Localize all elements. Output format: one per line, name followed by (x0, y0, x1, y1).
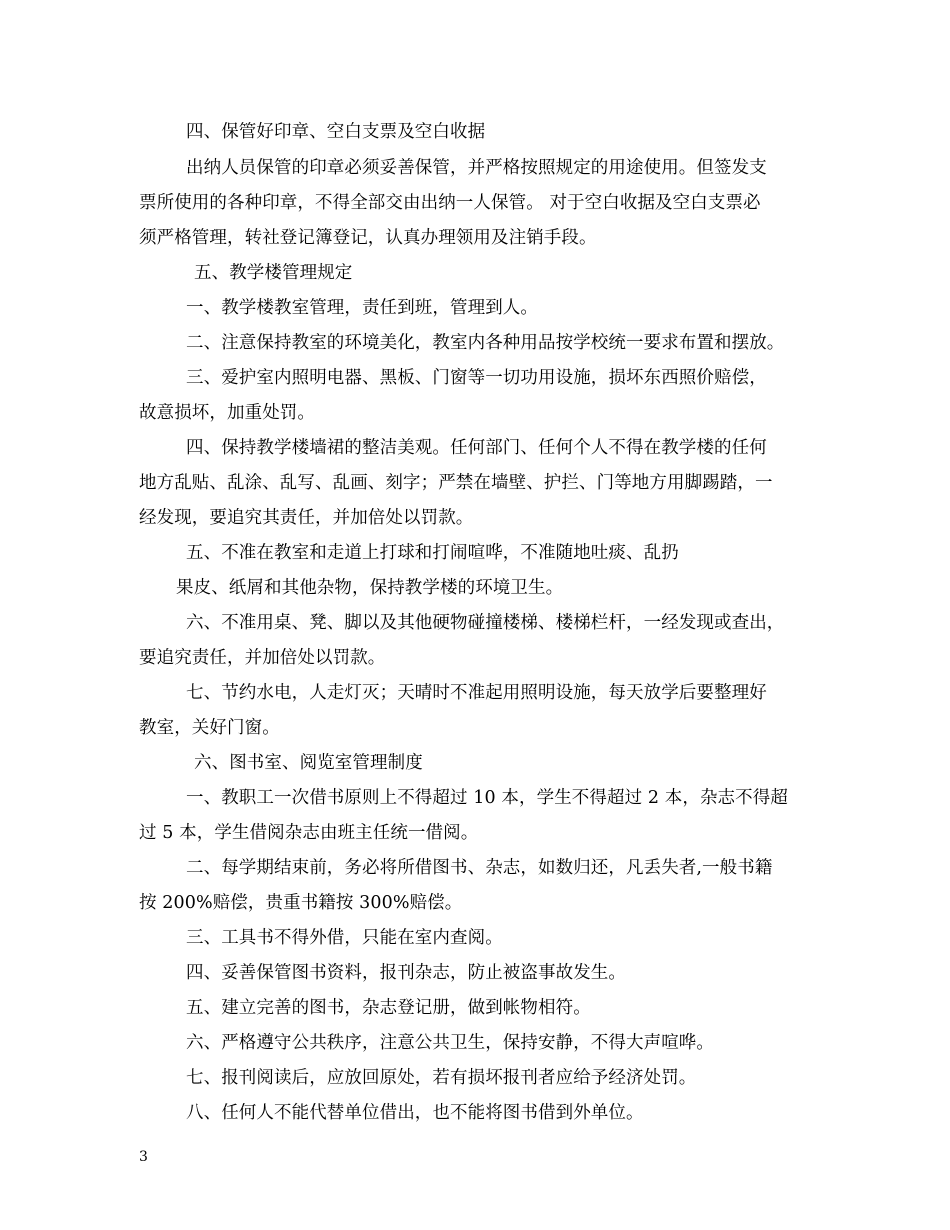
paragraph-line: 三、工具书不得外借，只能在室内查阅。 (186, 928, 503, 948)
paragraph-line: 八、任何人不能代替单位借出，也不能将图书借到外单位。 (186, 1103, 644, 1123)
section-heading: 五、教学楼管理规定 (194, 263, 353, 283)
paragraph-line: 过 5 本，学生借阅杂志由班主任统一借阅。 (139, 823, 479, 843)
section-heading: 六、图书室、阅览室管理制度 (194, 753, 423, 773)
paragraph-line: 七、节约水电，人走灯灭；天晴时不准起用照明设施，每天放学后要整理好 (186, 683, 767, 703)
paragraph-line: 四、保持教学楼墙裙的整洁美观。任何部门、任何个人不得在教学楼的任何 (186, 438, 767, 458)
paragraph-line: 须严格管理，转社登记簿登记，认真办理领用及注销手段。 (139, 228, 597, 248)
paragraph-line: 六、不准用桌、凳、脚以及其他硬物碰撞楼梯、楼梯栏杆，一经发现或查出， (186, 613, 785, 633)
paragraph-line: 一、教职工一次借书原则上不得超过 10 本，学生不得超过 2 本，杂志不得超 (186, 788, 788, 808)
paragraph-line: 经发现，要追究其责任，并加倍处以罚款。 (139, 508, 474, 528)
paragraph-line: 五、建立完善的图书，杂志登记册，做到帐物相符。 (186, 998, 591, 1018)
paragraph-line: 故意损坏，加重处罚。 (139, 403, 315, 423)
paragraph-line: 四、妥善保管图书资料，报刊杂志，防止被盗事故发生。 (186, 963, 626, 983)
paragraph-line: 地方乱贴、乱涂、乱写、乱画、刻字；严禁在墙壁、护拦、门等地方用脚踢踏，一 (139, 473, 773, 493)
paragraph-line: 出纳人员保管的印章必须妥善保管，并严格按照规定的用途使用。但签发支 (186, 158, 767, 178)
section-heading: 四、保管好印章、空白支票及空白收据 (186, 122, 486, 142)
paragraph-line: 要追究责任，并加倍处以罚款。 (139, 648, 386, 668)
paragraph-line: 一、教学楼教室管理，责任到班，管理到人。 (186, 298, 538, 318)
paragraph-line: 二、注意保持教室的环境美化，教室内各种用品按学校统一要求布置和摆放。 (186, 333, 785, 353)
paragraph-line: 二、每学期结束前，务必将所借图书、杂志，如数归还，凡丢失者,一般书籍 (186, 858, 773, 878)
paragraph-line: 教室，关好门窗。 (139, 718, 280, 738)
paragraph-line: 按 200%赔偿，贵重书籍按 300%赔偿。 (139, 893, 463, 913)
paragraph-line: 果皮、纸屑和其他杂物，保持教学楼的环境卫生。 (176, 578, 564, 598)
page-number: 3 (139, 1149, 148, 1165)
paragraph-line: 六、严格遵守公共秩序，注意公共卫生，保持安静，不得大声喧哗。 (186, 1033, 714, 1053)
paragraph-line: 票所使用的各种印章，不得全部交由出纳一人保管。 对于空白收据及空白支票必 (139, 193, 761, 213)
paragraph-line: 五、不准在教室和走道上打球和打闹喧哗，不准随地吐痰、乱扔 (186, 543, 679, 563)
paragraph-line: 三、爱护室内照明电器、黑板、门窗等一切功用设施，损坏东西照价赔偿， (186, 368, 767, 388)
paragraph-line: 七、报刊阅读后，应放回原处，若有损坏报刊者应给予经济处罚。 (186, 1068, 697, 1088)
